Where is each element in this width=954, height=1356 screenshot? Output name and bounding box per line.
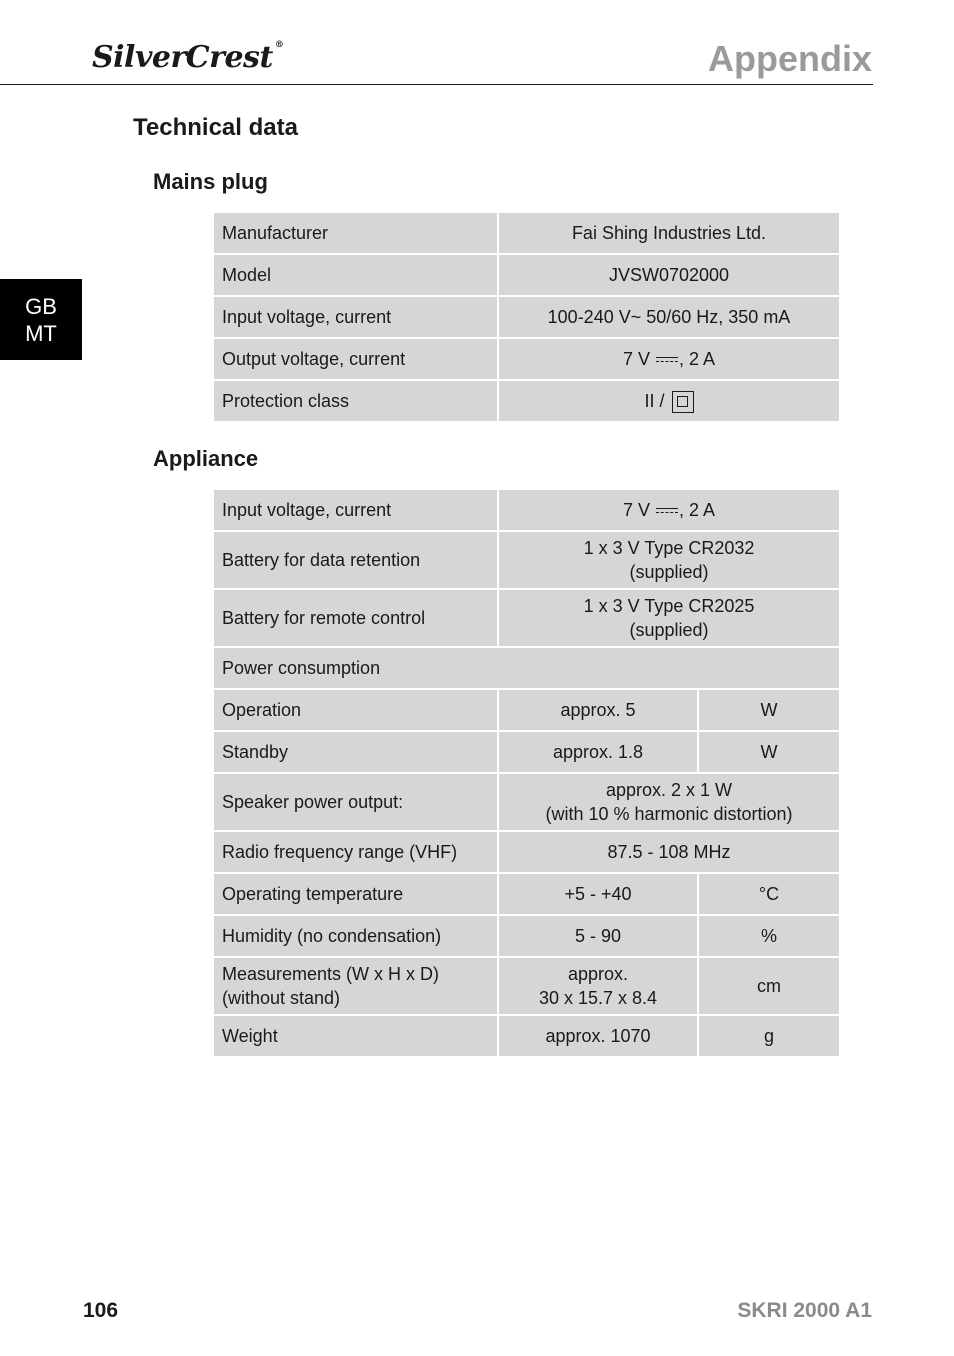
spec-label: Battery for data retention [213,531,498,589]
language-code-gb: GB [25,293,57,319]
page-number: 106 [83,1299,119,1322]
spec-unit: W [698,731,840,773]
table-row [213,1015,840,1057]
table-row [213,957,840,1015]
header-divider [0,84,873,85]
table-row [213,296,840,338]
spec-value: 1 x 3 V Type CR2032 (supplied) [498,531,840,589]
spec-label: Standby [213,731,498,773]
table-row [213,489,840,531]
spec-value: 7 V , 2 A [498,338,840,380]
table-row [213,915,840,957]
spec-value: II / [498,380,840,422]
spec-label: Model [213,254,498,296]
table-row [213,773,840,831]
mains-plug-table [212,211,841,423]
spec-label: Operation [213,689,498,731]
spec-value: approx. 2 x 1 W (with 10 % harmonic distortion) [498,773,840,831]
dc-current-icon [656,356,678,365]
spec-value: approx. 1.8 [498,731,698,773]
spec-value: 100-240 V~ 50/60 Hz, 350 mA [498,296,840,338]
spec-value: Fai Shing Industries Ltd. [498,212,840,254]
table-row [213,731,840,773]
spec-value: approx. 1070 [498,1015,698,1057]
spec-label: Protection class [213,380,498,422]
spec-value: JVSW0702000 [498,254,840,296]
spec-group-label: Power consumption [213,647,840,689]
spec-label: Speaker power output: [213,773,498,831]
language-code-mt: MT [25,320,57,346]
spec-unit: g [698,1015,840,1057]
table-row [213,589,840,647]
section-title: Appendix [707,38,872,79]
table-row [213,212,840,254]
spec-label: Weight [213,1015,498,1057]
spec-value: 5 - 90 [498,915,698,957]
table-row [213,831,840,873]
spec-label: Input voltage, current [213,296,498,338]
spec-value: 87.5 - 108 MHz [498,831,840,873]
spec-label: Input voltage, current [213,489,498,531]
spec-label: Operating temperature [213,873,498,915]
spec-value: 7 V , 2 A [498,489,840,531]
spec-unit: cm [698,957,840,1015]
table-row [213,380,840,422]
brand-logo: SilverCrest ® [92,40,284,75]
spec-label: Measurements (W x H x D) (without stand) [213,957,498,1015]
table-row [213,873,840,915]
language-tab [0,279,82,360]
mains-plug-heading: Mains plug [153,169,268,194]
appliance-heading: Appliance [153,446,259,471]
page-heading: Technical data [133,114,298,141]
spec-value: 1 x 3 V Type CR2025 (supplied) [498,589,840,647]
spec-unit: % [698,915,840,957]
spec-value: approx. 30 x 15.7 x 8.4 [498,957,698,1015]
table-row [213,647,840,689]
spec-label: Humidity (no condensation) [213,915,498,957]
spec-label: Manufacturer [213,212,498,254]
model-number: SKRI 2000 A1 [737,1299,872,1322]
table-row [213,531,840,589]
spec-value: +5 - +40 [498,873,698,915]
spec-value: approx. 5 [498,689,698,731]
appliance-table [212,488,841,1058]
spec-label: Output voltage, current [213,338,498,380]
protection-class-2-icon [672,391,694,413]
spec-label: Radio frequency range (VHF) [213,831,498,873]
table-row [213,338,840,380]
spec-unit: W [698,689,840,731]
table-row [213,254,840,296]
table-row [213,689,840,731]
spec-label: Battery for remote control [213,589,498,647]
dc-current-icon [656,507,678,516]
spec-unit: °C [698,873,840,915]
